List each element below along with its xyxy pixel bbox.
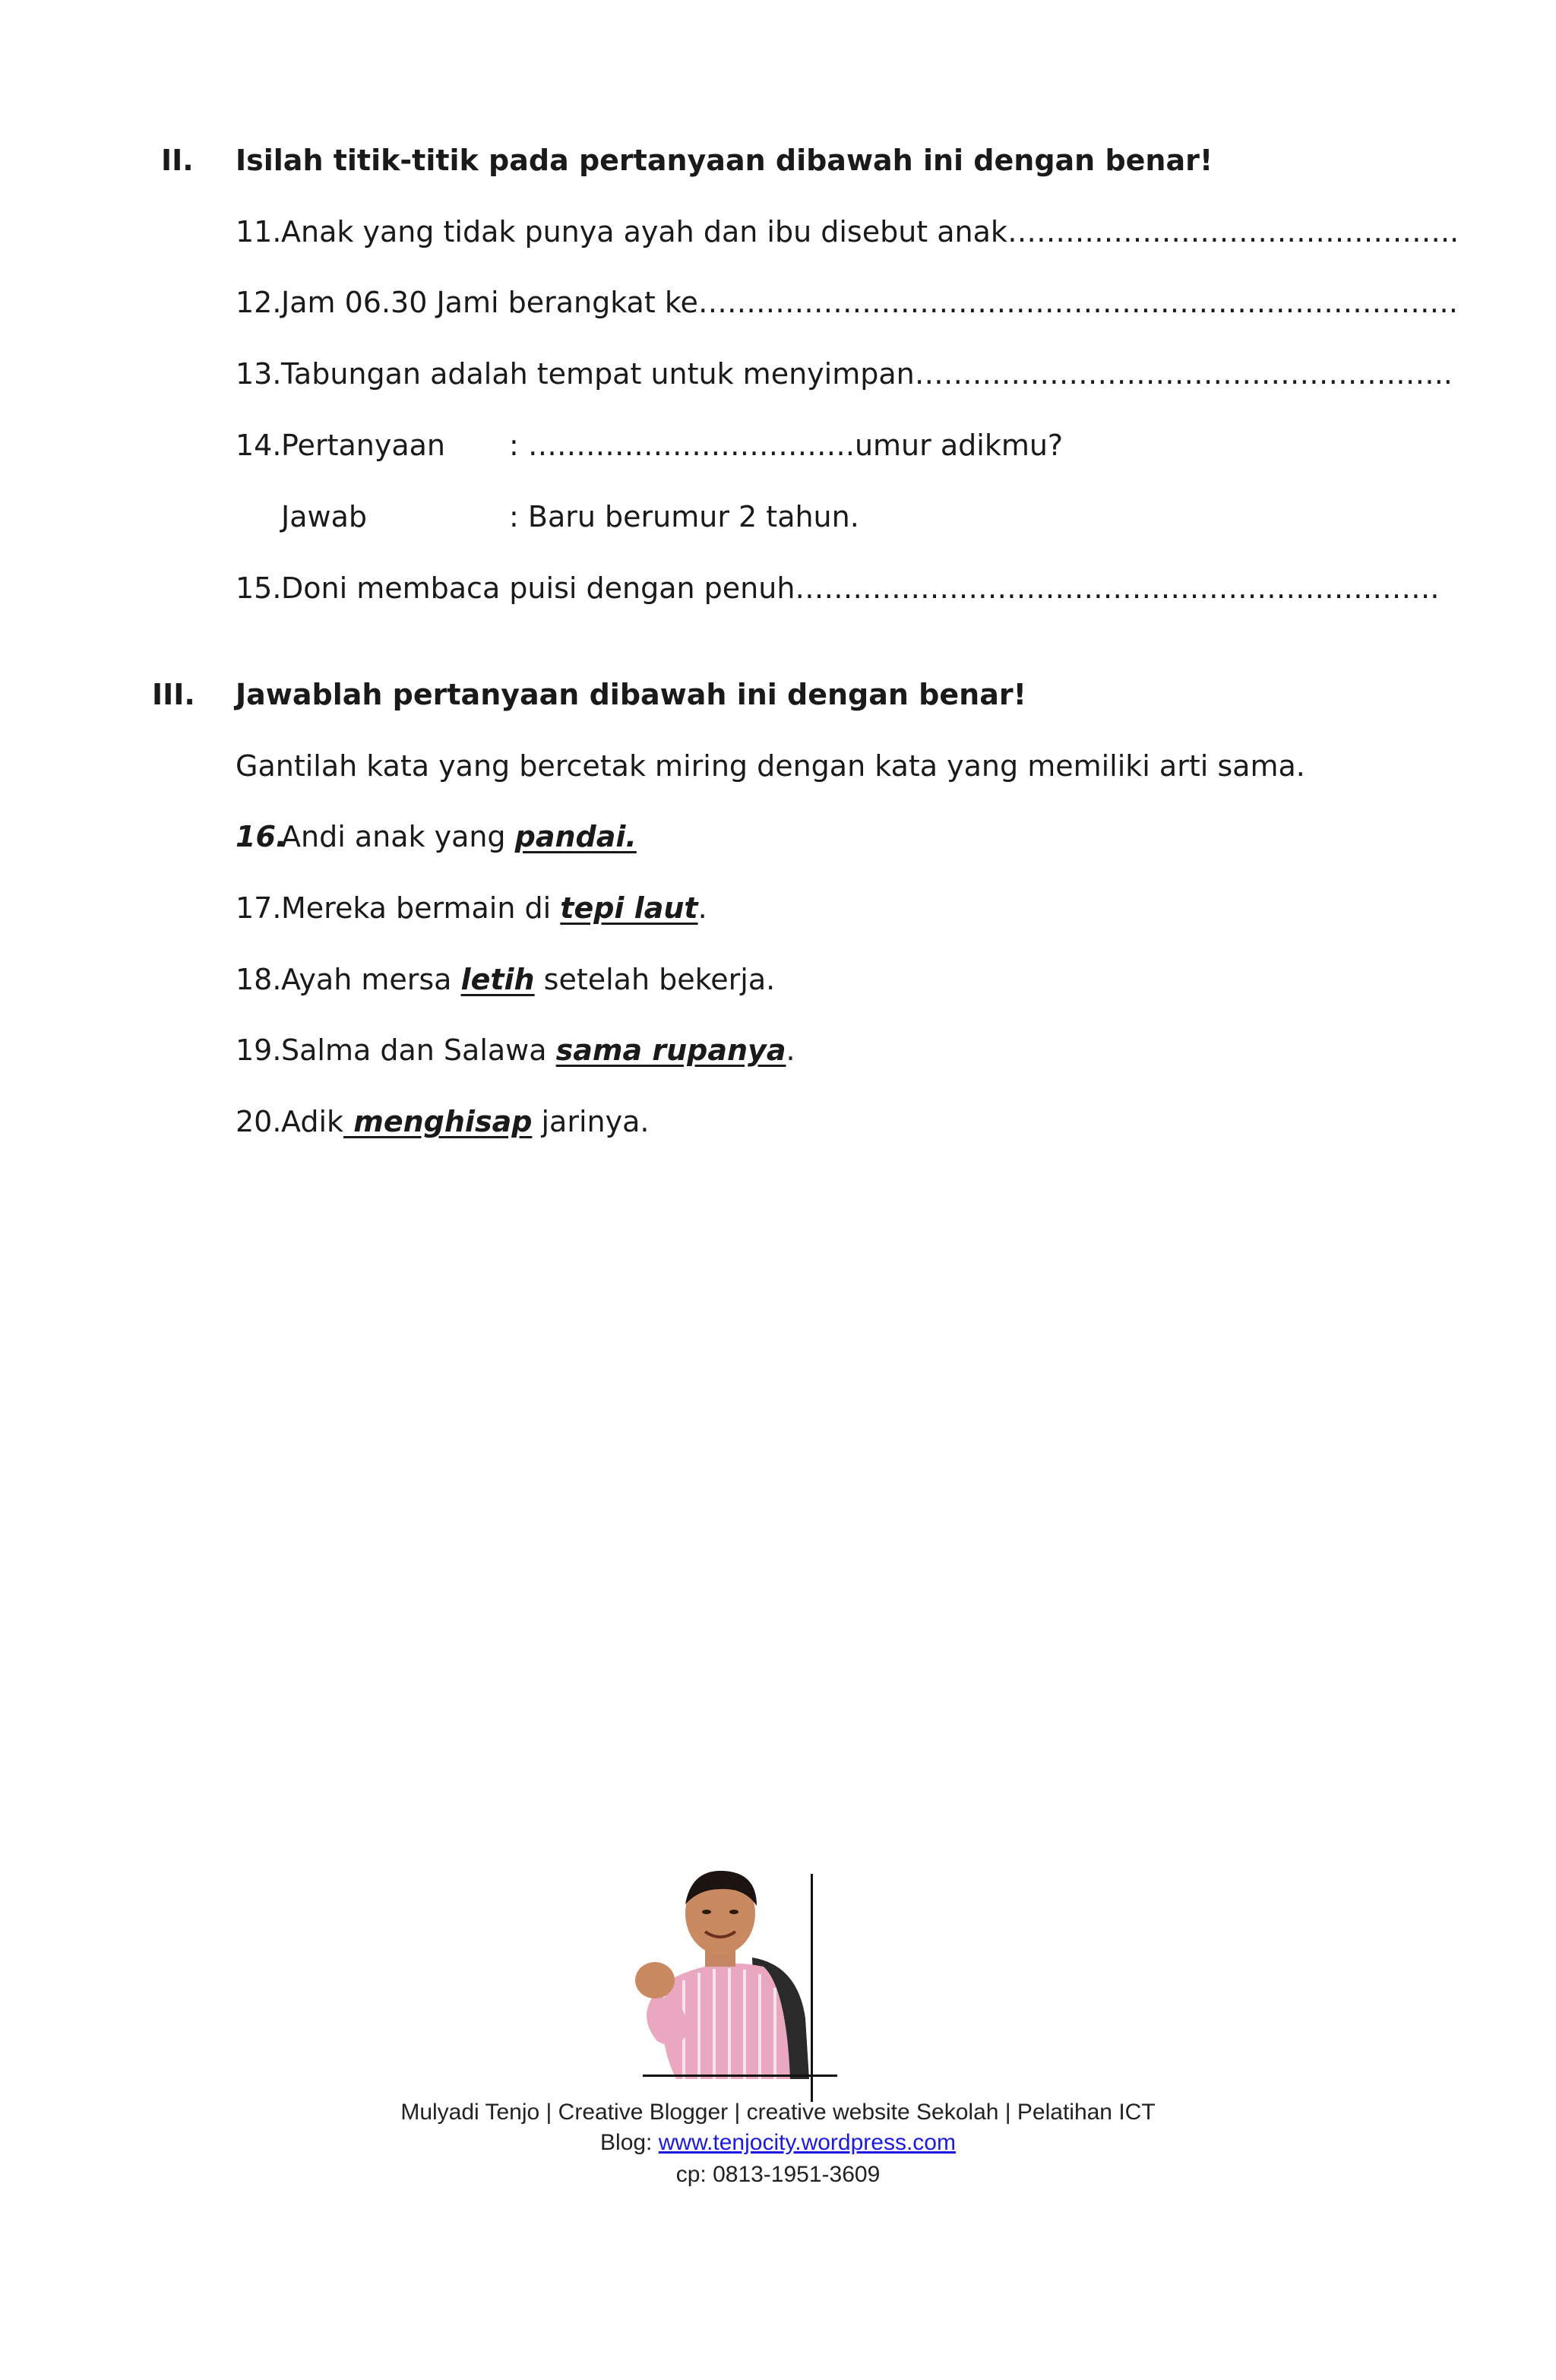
section-2-heading: Isilah titik-titik pada pertanyaan dibawah ini dengan benar! <box>236 144 1213 177</box>
question-18-after: setelah bekerja. <box>534 963 776 996</box>
question-20-before: Adik <box>281 1105 344 1138</box>
question-14-label: Pertanyaan <box>281 429 445 462</box>
author-photo <box>623 1866 821 2079</box>
answer-14-row <box>281 498 859 535</box>
question-14-row <box>281 427 1063 464</box>
photo-frame-horizontal-line <box>643 2075 837 2077</box>
question-20-number: 20. <box>236 1105 282 1138</box>
question-18-number: 18. <box>236 963 282 996</box>
footer-blog-label: Blog: <box>600 2130 659 2155</box>
question-19-number: 19. <box>236 1033 282 1067</box>
question-14-number: 14. <box>236 429 282 462</box>
question-18-text <box>281 961 775 998</box>
question-12-number: 12. <box>236 286 282 319</box>
footer-blog-line <box>0 2128 1556 2158</box>
question-15-text: Doni membaca puisi dengan penuh…………………………………………………………. <box>281 571 1440 605</box>
question-17-before: Mereka bermain di <box>281 891 561 925</box>
footer-credit-line: Mulyadi Tenjo | Creative Blogger | creative website Sekolah | Pelatihan ICT <box>400 2100 1156 2125</box>
footer-blog-link[interactable]: www.tenjocity.wordpress.com <box>658 2130 956 2155</box>
question-13-number: 13. <box>236 357 282 391</box>
question-17-number: 17. <box>236 891 282 925</box>
section-3-heading: Jawablah pertanyaan dibawah ini dengan benar! <box>236 678 1026 711</box>
question-16-before: Andi anak yang <box>281 820 515 853</box>
question-19-text <box>281 1032 795 1068</box>
question-19-keyword: sama rupanya <box>555 1033 786 1067</box>
question-11-number: 11. <box>236 215 282 248</box>
question-17-keyword: tepi laut <box>560 891 698 925</box>
section-3-instruction: Gantilah kata yang bercetak miring dengan kata yang memiliki arti sama. <box>236 749 1305 783</box>
question-18-before: Ayah mersa <box>281 963 461 996</box>
question-18-keyword: letih <box>460 963 535 996</box>
question-14-text: : …………………………….umur adikmu? <box>509 429 1064 462</box>
question-13-text: Tabungan adalah tempat untuk menyimpan……………………………………………….. <box>281 357 1453 391</box>
question-17-after: . <box>697 891 707 925</box>
answer-14-text: : Baru berumur 2 tahun. <box>509 500 859 533</box>
section-2-numeral: II. <box>161 144 194 177</box>
question-15-number: 15. <box>236 571 282 605</box>
question-17-text <box>281 890 707 926</box>
photo-frame-vertical-line <box>811 1874 813 2102</box>
question-20-text <box>281 1103 649 1140</box>
question-20-after: jarinya. <box>532 1105 650 1138</box>
footer-phone: cp: 0813-1951-3609 <box>675 2162 881 2187</box>
question-16-keyword: pandai. <box>514 820 637 853</box>
section-3-numeral: III. <box>152 678 195 711</box>
answer-14-label: Jawab <box>281 500 367 533</box>
question-11-text: Anak yang tidak punya ayah dan ibu disebut anak……………………………………….. <box>281 215 1460 248</box>
question-19-after: . <box>786 1033 795 1067</box>
question-19-before: Salma dan Salawa <box>281 1033 556 1067</box>
question-12-text: Jam 06.30 Jami berangkat ke……………………………………………………………………. <box>281 286 1458 319</box>
question-16-number: 16. <box>236 820 287 853</box>
question-16-text <box>281 818 637 855</box>
question-20-keyword: menghisap <box>343 1105 533 1138</box>
